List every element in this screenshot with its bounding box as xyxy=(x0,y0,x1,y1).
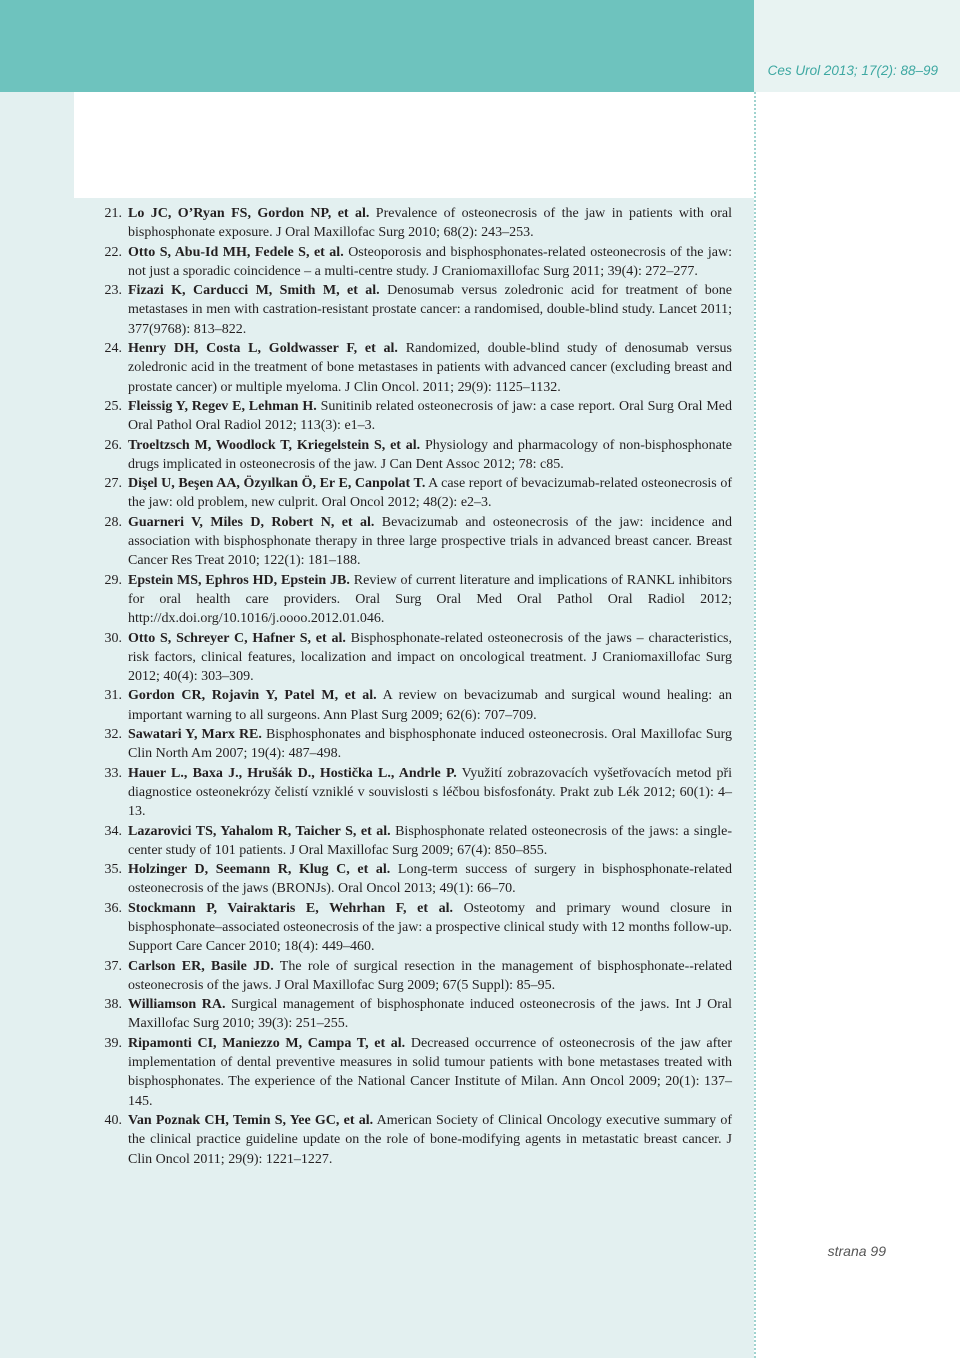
journal-citation: Ces Urol 2013; 17(2): 88–99 xyxy=(767,63,938,78)
reference-item xyxy=(74,957,732,996)
reference-number: 32. xyxy=(104,727,122,743)
reference-authors: Van Poznak CH, Temin S, Yee GC, et al. xyxy=(128,1112,374,1128)
reference-number: 24. xyxy=(104,341,122,357)
reference-number: 28. xyxy=(104,514,122,530)
reference-item xyxy=(74,474,732,513)
reference-item xyxy=(74,822,732,861)
reference-authors: Lo JC, O’Ryan FS, Gordon NP, et al. xyxy=(128,206,370,221)
reference-number: 27. xyxy=(104,476,122,492)
reference-number: 38. xyxy=(104,997,122,1013)
page-number: strana 99 xyxy=(827,1243,886,1259)
reference-text: Bevacizumab and osteonecrosis of the jaw: incidence and association with bisphosphonate therapy in three large prospective trials in advanced breast cancer. Breast Cancer Res Treat 2010; 122(1): 181–188. xyxy=(128,514,733,569)
reference-text: Využití zobrazovacích vyšetřovacích metod při diagnostice osteonekrózy čelistí vzniklé v souvislosti s léčbou bisfosfonáty. Prakt zub Lék 2012; 60(1): 4–13. xyxy=(128,765,733,820)
reference-authors: Dişel U, Beşen AA, Özyılkan Ö, Er E, Canpolat T. xyxy=(128,476,426,492)
reference-item xyxy=(74,629,732,687)
reference-item xyxy=(74,513,732,571)
reference-number: 35. xyxy=(104,862,122,878)
reference-text: Bisphosphonate-related osteonecrosis of the jaws – characteristics, risk factors, clinical features, localization and impact on oncological treatment. J Craniomaxillofac Surg 2012; 40(4): 303–309. xyxy=(128,630,733,685)
reference-text: A case report of bevacizumab-related osteonecrosis of the jaw: old problem, new culprit. Oral Oncol 2012; 48(2): e2–3. xyxy=(128,476,733,511)
reference-number: 21. xyxy=(104,206,122,221)
reference-text: Surgical management of bisphosphonate induced osteonecrosis of the jaws. Int J Oral Maxillofac Surg 2010; 39(3): 251–255. xyxy=(128,997,732,1032)
reference-number: 31. xyxy=(104,688,122,704)
reference-number: 36. xyxy=(104,900,122,916)
reference-text: Bisphosphonates and bisphosphonate induced osteonecrosis. Oral Maxillofac Surg Clin North Am 2007; 19(4): 487–498. xyxy=(128,727,733,762)
reference-text: The role of surgical resection in the management of bisphosphonate--related osteonecrosis of the jaws. J Oral Maxillofac Surg 2009; 67(5 Suppl): 85–95. xyxy=(128,958,732,993)
dotted-divider xyxy=(754,92,756,1358)
reference-number: 30. xyxy=(104,630,122,646)
reference-item xyxy=(74,764,732,822)
reference-text: Denosumab versus zoledronic acid for treatment of bone metastases in men with castration-resistant prostate cancer: a randomised, double-blind study. Lancet 2011; 377(9768): 813–822. xyxy=(128,283,733,337)
reference-item xyxy=(74,436,732,475)
reference-number: 22. xyxy=(104,244,122,260)
reference-authors: Fizazi K, Carducci M, Smith M, et al. xyxy=(128,283,380,299)
reference-item xyxy=(74,995,732,1034)
reference-number: 40. xyxy=(104,1112,122,1128)
reference-authors: Otto S, Abu-Id MH, Fedele S, et al. xyxy=(128,244,344,260)
reference-text: Osteotomy and primary wound closure in bisphosphonate–associated osteonecrosis of the jaw: a prospective clinical study with 12 months follow-up. Support Care Cancer 2010; 18(4): 449–460. xyxy=(128,900,733,955)
reference-item xyxy=(74,899,732,957)
reference-number: 33. xyxy=(104,765,122,781)
header-box xyxy=(754,0,960,92)
reference-authors: Epstein MS, Ephros HD, Epstein JB. xyxy=(128,572,350,588)
reference-item xyxy=(74,397,732,436)
reference-item xyxy=(74,281,732,339)
reference-text: Bisphosphonate related osteonecrosis of the jaws: a single-center study of 101 patients. J Oral Maxillofac Surg 2009; 67(4): 850–855. xyxy=(128,823,733,858)
reference-authors: Henry DH, Costa L, Goldwasser F, et al. xyxy=(128,341,398,357)
reference-item xyxy=(74,1034,732,1111)
reference-authors: Holzinger D, Seemann R, Klug C, et al. xyxy=(128,862,391,878)
reference-number: 25. xyxy=(104,398,122,414)
reference-text: Long-term success of surgery in bisphosphonate-related osteonecrosis of the jaws (BRONJs). Oral Oncol 2013; 49(1): 66–70. xyxy=(128,862,732,897)
reference-text: Review of current literature and implications of RANKL inhibitors for oral health care providers. Oral Surg Oral Med Oral Pathol Oral Radiol 2012; http://dx.doi.org/10.1016/j.oooo.2012.01.046. xyxy=(128,572,733,627)
reference-item xyxy=(74,860,732,899)
reference-authors: Carlson ER, Basile JD. xyxy=(128,958,274,974)
reference-text: Decreased occurrence of osteonecrosis of the jaw after implementation of dental preventive measures in solid tumour patients with bone metastases treated with bisphosphonates. The experience of the National Cancer Institute of Milan. Ann Oncol 2009; 20(1): 137–145. xyxy=(128,1035,732,1109)
reference-number: 23. xyxy=(104,283,122,299)
reference-list xyxy=(74,204,732,1169)
reference-authors: Stockmann P, Vairaktaris E, Wehrhan F, et al. xyxy=(128,900,453,916)
reference-authors: Troeltzsch M, Woodlock T, Kriegelstein S, et al. xyxy=(128,437,421,453)
reference-authors: Gordon CR, Rojavin Y, Patel M, et al. xyxy=(128,688,377,704)
reference-authors: Ripamonti CI, Maniezzo M, Campa T, et al. xyxy=(128,1035,406,1051)
reference-authors: Lazarovici TS, Yahalom R, Taicher S, et al. xyxy=(128,823,391,839)
reference-number: 26. xyxy=(104,437,122,453)
reference-item xyxy=(74,204,732,243)
reference-authors: Guarneri V, Miles D, Robert N, et al. xyxy=(128,514,375,530)
reference-item xyxy=(74,725,732,764)
reference-authors: Hauer L., Baxa J., Hrušák D., Hostička L., Andrle P. xyxy=(128,765,457,781)
reference-text: Prevalence of osteonecrosis of the jaw in patients with oral bisphosphonate exposure. J Oral Maxillofac Surg 2010; 68(2): 243–253. xyxy=(128,206,732,241)
reference-item xyxy=(74,686,732,725)
reference-authors: Williamson RA. xyxy=(128,997,226,1013)
reference-authors: Otto S, Schreyer C, Hafner S, et al. xyxy=(128,630,346,646)
reference-number: 37. xyxy=(104,958,122,974)
reference-number: 34. xyxy=(104,823,122,839)
reference-authors: Sawatari Y, Marx RE. xyxy=(128,727,262,743)
reference-number: 39. xyxy=(104,1035,122,1051)
reference-number: 29. xyxy=(104,572,122,588)
reference-text: A review on bevacizumab and surgical wound healing: an important warning to all surgeons. Ann Plast Surg 2009; 62(6): 707–709. xyxy=(128,688,732,723)
reference-authors: Fleissig Y, Regev E, Lehman H. xyxy=(128,398,317,414)
reference-item xyxy=(74,243,732,282)
reference-text: Sunitinib related osteonecrosis of jaw: a case report. Oral Surg Oral Med Oral Pathol Oral Radiol 2012; 113(3): e1–3. xyxy=(128,398,733,434)
reference-text: Physiology and pharmacology of non-bisphosphonate drugs implicated in osteonecrosis of the jaw. J Can Dent Assoc 2012; 78: c85. xyxy=(128,437,732,472)
reference-text: Randomized, double-blind study of denosumab versus zoledronic acid in the treatment of bone metastases in patients with advanced cancer (excluding breast and prostate cancer) or multiple myeloma. J Clin Oncol. 2011; 29(9): 1125–1132. xyxy=(128,341,733,395)
reference-item xyxy=(74,1111,732,1169)
left-margin-band xyxy=(0,92,74,1358)
reference-item xyxy=(74,339,732,397)
reference-text: Osteoporosis and bisphosphonates-related osteonecrosis of the jaw: not just a sporadic coincidence – a multi-centre study. J Craniomaxillofac Surg 2011; 39(4): 272–277. xyxy=(128,244,732,279)
reference-item xyxy=(74,571,732,629)
reference-text: American Society of Clinical Oncology executive summary of the clinical practice guideline update on the role of bone-modifying agents in metastatic breast cancer. J Clin Oncol 2011; 29(9): 1221–1227. xyxy=(128,1112,732,1167)
